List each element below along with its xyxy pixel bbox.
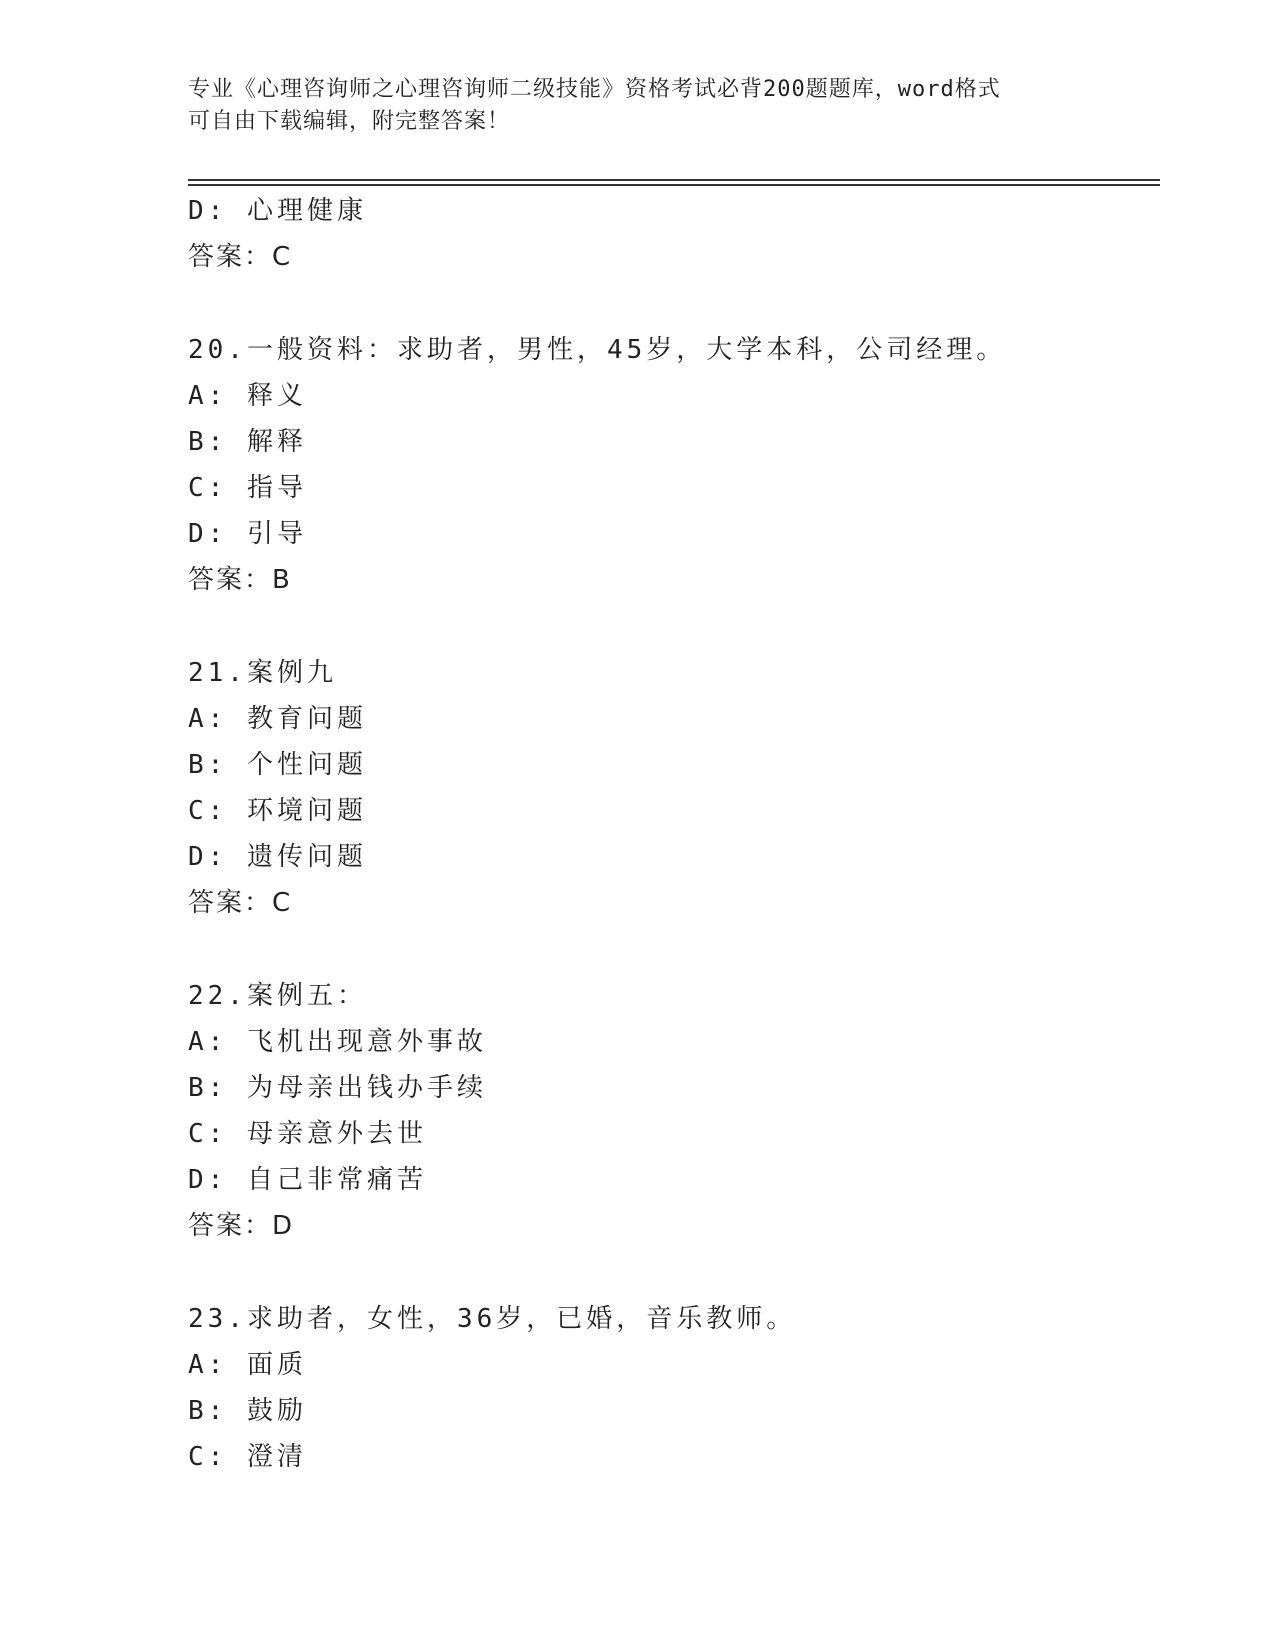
- header-divider-top: [188, 179, 1160, 181]
- header-line-1: 专业《心理咨询师之心理咨询师二级技能》资格考试必背200题题库，word格式: [188, 77, 1001, 102]
- option-a: A: 飞机出现意外事故: [188, 1027, 487, 1057]
- question-stem: 23.求助者，女性，36岁，已婚，音乐教师。: [188, 1304, 797, 1334]
- spacer: [188, 1249, 1148, 1296]
- option-c: C: 环境问题: [188, 796, 367, 826]
- document-header: [188, 74, 1068, 138]
- option-c: C: 指导: [188, 473, 307, 503]
- option-b: B: 个性问题: [188, 750, 367, 780]
- question-stem: 22.案例五：: [188, 981, 367, 1011]
- header-line-2: 可自由下载编辑，附完整答案！: [188, 109, 511, 134]
- question-20: [188, 327, 1148, 603]
- answer-line: 答案：B: [188, 565, 292, 595]
- option-d: D: 自己非常痛苦: [188, 1165, 427, 1195]
- option-d: D: 遗传问题: [188, 842, 367, 872]
- answer-line: 答案：C: [188, 242, 293, 272]
- question-22: [188, 973, 1148, 1249]
- question-list: [188, 188, 1148, 1480]
- spacer: [188, 280, 1148, 327]
- option-d: D: 引导: [188, 519, 307, 549]
- question-23: [188, 1296, 1148, 1480]
- option-b: B: 解释: [188, 427, 307, 457]
- spacer: [188, 926, 1148, 973]
- option-a: A: 教育问题: [188, 704, 367, 734]
- answer-line: 答案：C: [188, 888, 293, 918]
- header-divider-bottom: [188, 184, 1160, 186]
- spacer: [188, 603, 1148, 650]
- option-a: A: 面质: [188, 1350, 307, 1380]
- question-21: [188, 650, 1148, 926]
- question-stem: 21.案例九: [188, 658, 337, 688]
- option-c: C: 澄清: [188, 1442, 307, 1472]
- option-c: C: 母亲意外去世: [188, 1119, 427, 1149]
- option-d: D: 心理健康: [188, 196, 367, 226]
- option-b: B: 鼓励: [188, 1396, 307, 1426]
- answer-line: 答案：D: [188, 1211, 295, 1241]
- option-a: A: 释义: [188, 381, 307, 411]
- option-b: B: 为母亲出钱办手续: [188, 1073, 487, 1103]
- question-stem: 20.一般资料：求助者，男性，45岁，大学本科，公司经理。: [188, 335, 1007, 365]
